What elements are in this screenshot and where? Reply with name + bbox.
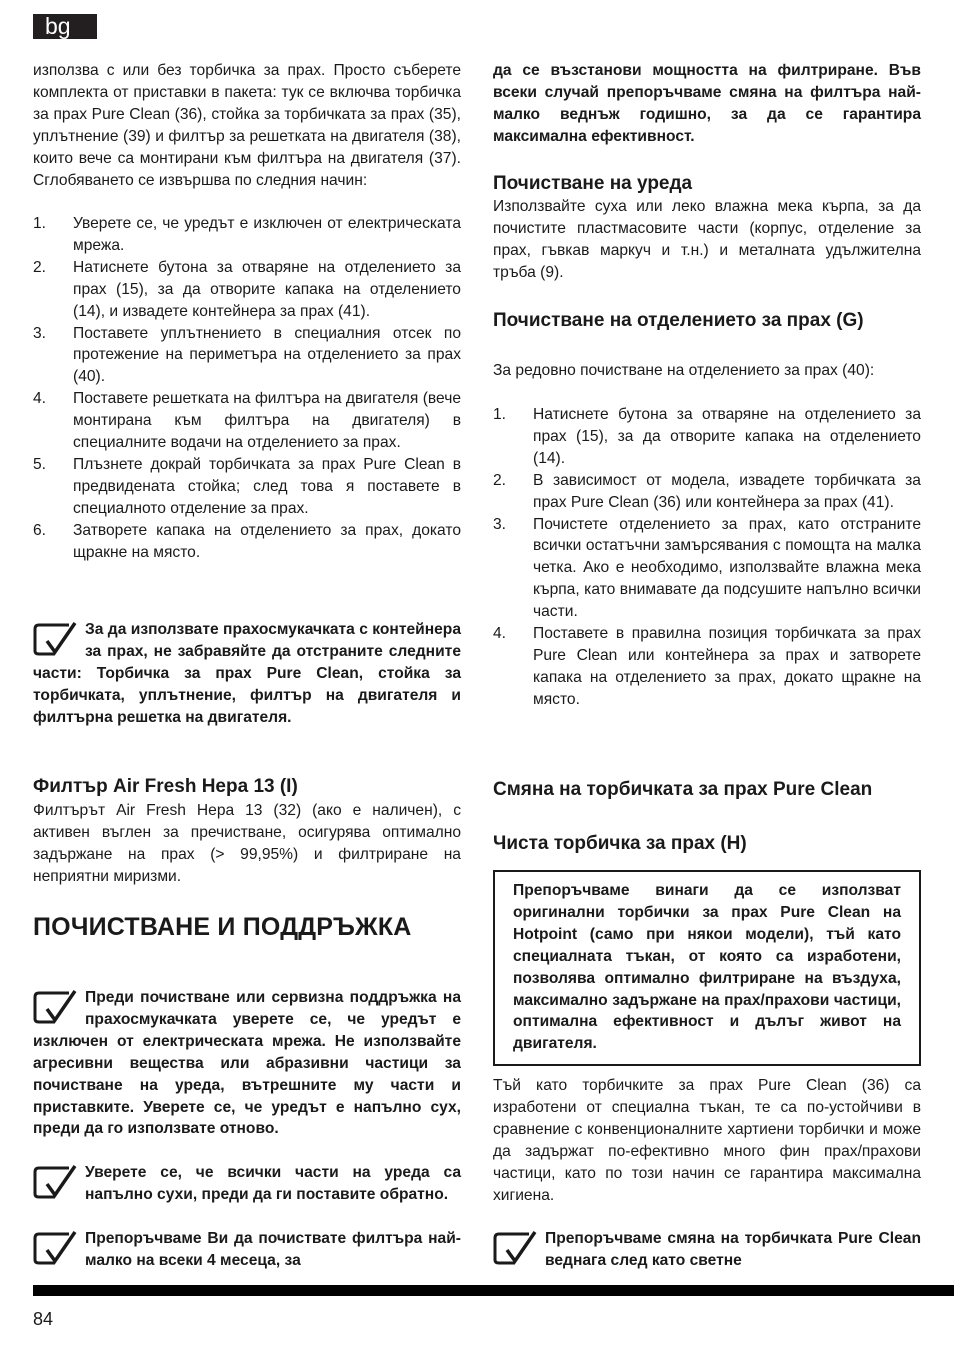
hepa-filter-text: Филтърът Air Fresh Hepa 13 (32) (ако е наличен), с активен въглен за пречистване, осигурява оптимално задържане на прах (> 99,95%) и филтриране на неприятни миризми. — [33, 802, 461, 885]
footer-rule — [33, 1285, 954, 1296]
step-item — [33, 454, 461, 520]
bag-change-heading: Смяна на торбичката за прах Pure Clean — [493, 779, 873, 800]
step-number: 1. — [493, 406, 507, 423]
note-detach-parts-text: За да използвате прахосмукачката с контейнера за прах, не забравяйте да отстраните следните части: Торбичка за прах Pure Clean, стойка за торбичката, уплътнение, филтър на двигателя и филтърна решетка на двигателя. — [33, 621, 461, 726]
step-text: Почистете отделението за прах, като отстраните всички остатъчни замърсявания с помощта на малка четка. Ако е необходимо, използвайте влажна мека кърпа, като внимавате да подсушите напълно всички части. — [533, 515, 921, 621]
step-item — [33, 323, 461, 389]
pure-clean-recommendation-text: Препоръчваме винаги да се използват оригинални торбички за прах Pure Clean на Hotpoint (само при някои модели), тъй като специалната тъкан, от която са изработени, позволява оптимално филтриране на въздуха, максимално задържане на прах/прахови частици, оптимална ефективност и дълъг живот на двигателя. — [513, 882, 901, 1053]
step-item — [33, 520, 461, 564]
step-item — [33, 388, 461, 454]
checkmark-note-icon — [33, 1164, 79, 1198]
page-number: 84 — [33, 1309, 54, 1329]
step-item — [493, 470, 921, 514]
note-detach-parts — [33, 619, 461, 729]
language-badge: bg — [33, 14, 97, 39]
clean-bag-heading: Чиста торбичка за прах (H) — [493, 833, 747, 854]
clean-appliance-text: Използвайте суха или леко влажна мека кърпа, за да почистите пластмасовите части (корпус, отделение за прах, гъвкав маркуч и т.н.) и металната удължителна тръба (9). — [493, 198, 921, 281]
compartment-steps — [493, 404, 921, 711]
step-number: 4. — [33, 390, 47, 408]
step-number: 2. — [493, 471, 507, 489]
note-before-cleaning — [33, 987, 461, 1140]
note-parts-dry — [33, 1162, 461, 1206]
step-text: Поставете в правилна позиция торбичката за прах Pure Clean или контейнера за прах и затворете капака на отделението за прах, докато щракне на място. — [533, 625, 921, 708]
bag-advantages-text: Тъй като торбичките за прах Pure Clean (36) са изработени от специална тъкан, те са по-устойчиви в сравнение с конвенционалните хартиени торбички и може да задържат по-ефективно много фин прах/прахови частици, като по този начин се гарантира максимална хигиена. — [493, 1077, 921, 1204]
step-item — [33, 257, 461, 323]
step-text: В зависимост от модела, извадете торбичката за прах Pure Clean (36) или контейнера за прах (41). — [533, 471, 921, 511]
step-number: 2. — [33, 258, 47, 276]
note-bag-replace — [493, 1228, 921, 1272]
checkmark-note-icon — [33, 989, 79, 1023]
step-text: Натиснете бутона за отваряне на отделението за прах (15), за да отворите капака на отделението (14), и извадете контейнера за прах (41). — [73, 258, 461, 320]
note-filter-cleaning — [33, 1228, 461, 1272]
step-item — [493, 514, 921, 624]
hepa-filter-heading: Филтър Air Fresh Hepa 13 (I) — [33, 776, 298, 797]
step-text: Поставете решетката на филтъра на двигателя (вече монтирана към филтъра на двигателя) в специалните водачи на отделението за прах. — [73, 390, 461, 452]
step-text: Плъзнете докрай торбичката за прах Pure Clean в предвидената стойка; след това я поставете в специалното отделение за прах. — [73, 455, 461, 517]
step-text: Натиснете бутона за отваряне на отделението за прах (15), за да отворите капака на отделението (14). — [533, 406, 921, 467]
step-number: 1. — [33, 215, 47, 232]
note-before-cleaning-text: Преди почистване или сервизна поддръжка на прахосмукачката уверете се, че уредът е изключен от електрическата мрежа. Не използвайте агресивни вещества или абразивни частици за почистване на уреда, вътрешните му части и приставките. Уверете се, че уредът е напълно сух, преди да го използвате отново. — [33, 989, 461, 1138]
checkmark-note-icon — [33, 621, 79, 655]
step-number: 4. — [493, 625, 507, 643]
filter-continuation-text: да се възстанови мощността на филтриране. Във всеки случай препоръчваме смяна на филтъра най-малко веднъж годишно, за да се гарантира максимална ефективност. — [493, 62, 921, 145]
step-text: Уверете се, че уредът е изключен от електрическата мрежа. — [73, 215, 461, 254]
step-item — [33, 213, 461, 257]
clean-appliance-heading: Почистване на уреда — [493, 173, 693, 194]
step-item — [493, 404, 921, 470]
step-item — [493, 623, 921, 711]
note-bag-replace-text: Препоръчваме смяна на торбичката Pure Clean веднага след като светне — [545, 1230, 921, 1269]
checkmark-note-icon — [33, 1230, 79, 1264]
pure-clean-recommendation-box — [493, 870, 921, 1066]
assembly-steps — [33, 213, 461, 564]
clean-compartment-intro: За редовно почистване на отделението за прах (40): — [493, 362, 875, 379]
step-number: 3. — [33, 324, 47, 342]
note-filter-cleaning-text: Препоръчваме Ви да почиствате филтъра най-малко на всеки 4 месеца, за — [85, 1230, 461, 1269]
step-text: Затворете капака на отделението за прах, докато щракне на място. — [73, 521, 461, 561]
maintenance-heading: ПОЧИСТВАНЕ И ПОДДРЪЖКА — [33, 913, 412, 941]
checkmark-note-icon — [493, 1230, 539, 1264]
step-number: 3. — [493, 515, 507, 533]
note-parts-dry-text: Уверете се, че всички части на уреда са напълно сухи, преди да ги поставите обратно. — [85, 1164, 461, 1203]
step-number: 6. — [33, 521, 47, 539]
clean-compartment-heading: Почистване на отделението за прах (G) — [493, 310, 864, 331]
step-number: 5. — [33, 455, 47, 473]
intro-paragraph: използва с или без торбичка за прах. Просто съберете комплекта от приставки в пакета: тук се включва торбичка за прах Pure Clean (36), стойка за торбичката за прах (35), уплътнение (39) и филтър за решетката на двигателя (38), които вече са монтирани към филтъра на двигателя (37). Сглобяването се извършва по следния начин: — [33, 62, 461, 189]
step-text: Поставете уплътнението в специалния отсек по протежение на периметъра на отделението за прах (40). — [73, 324, 461, 386]
